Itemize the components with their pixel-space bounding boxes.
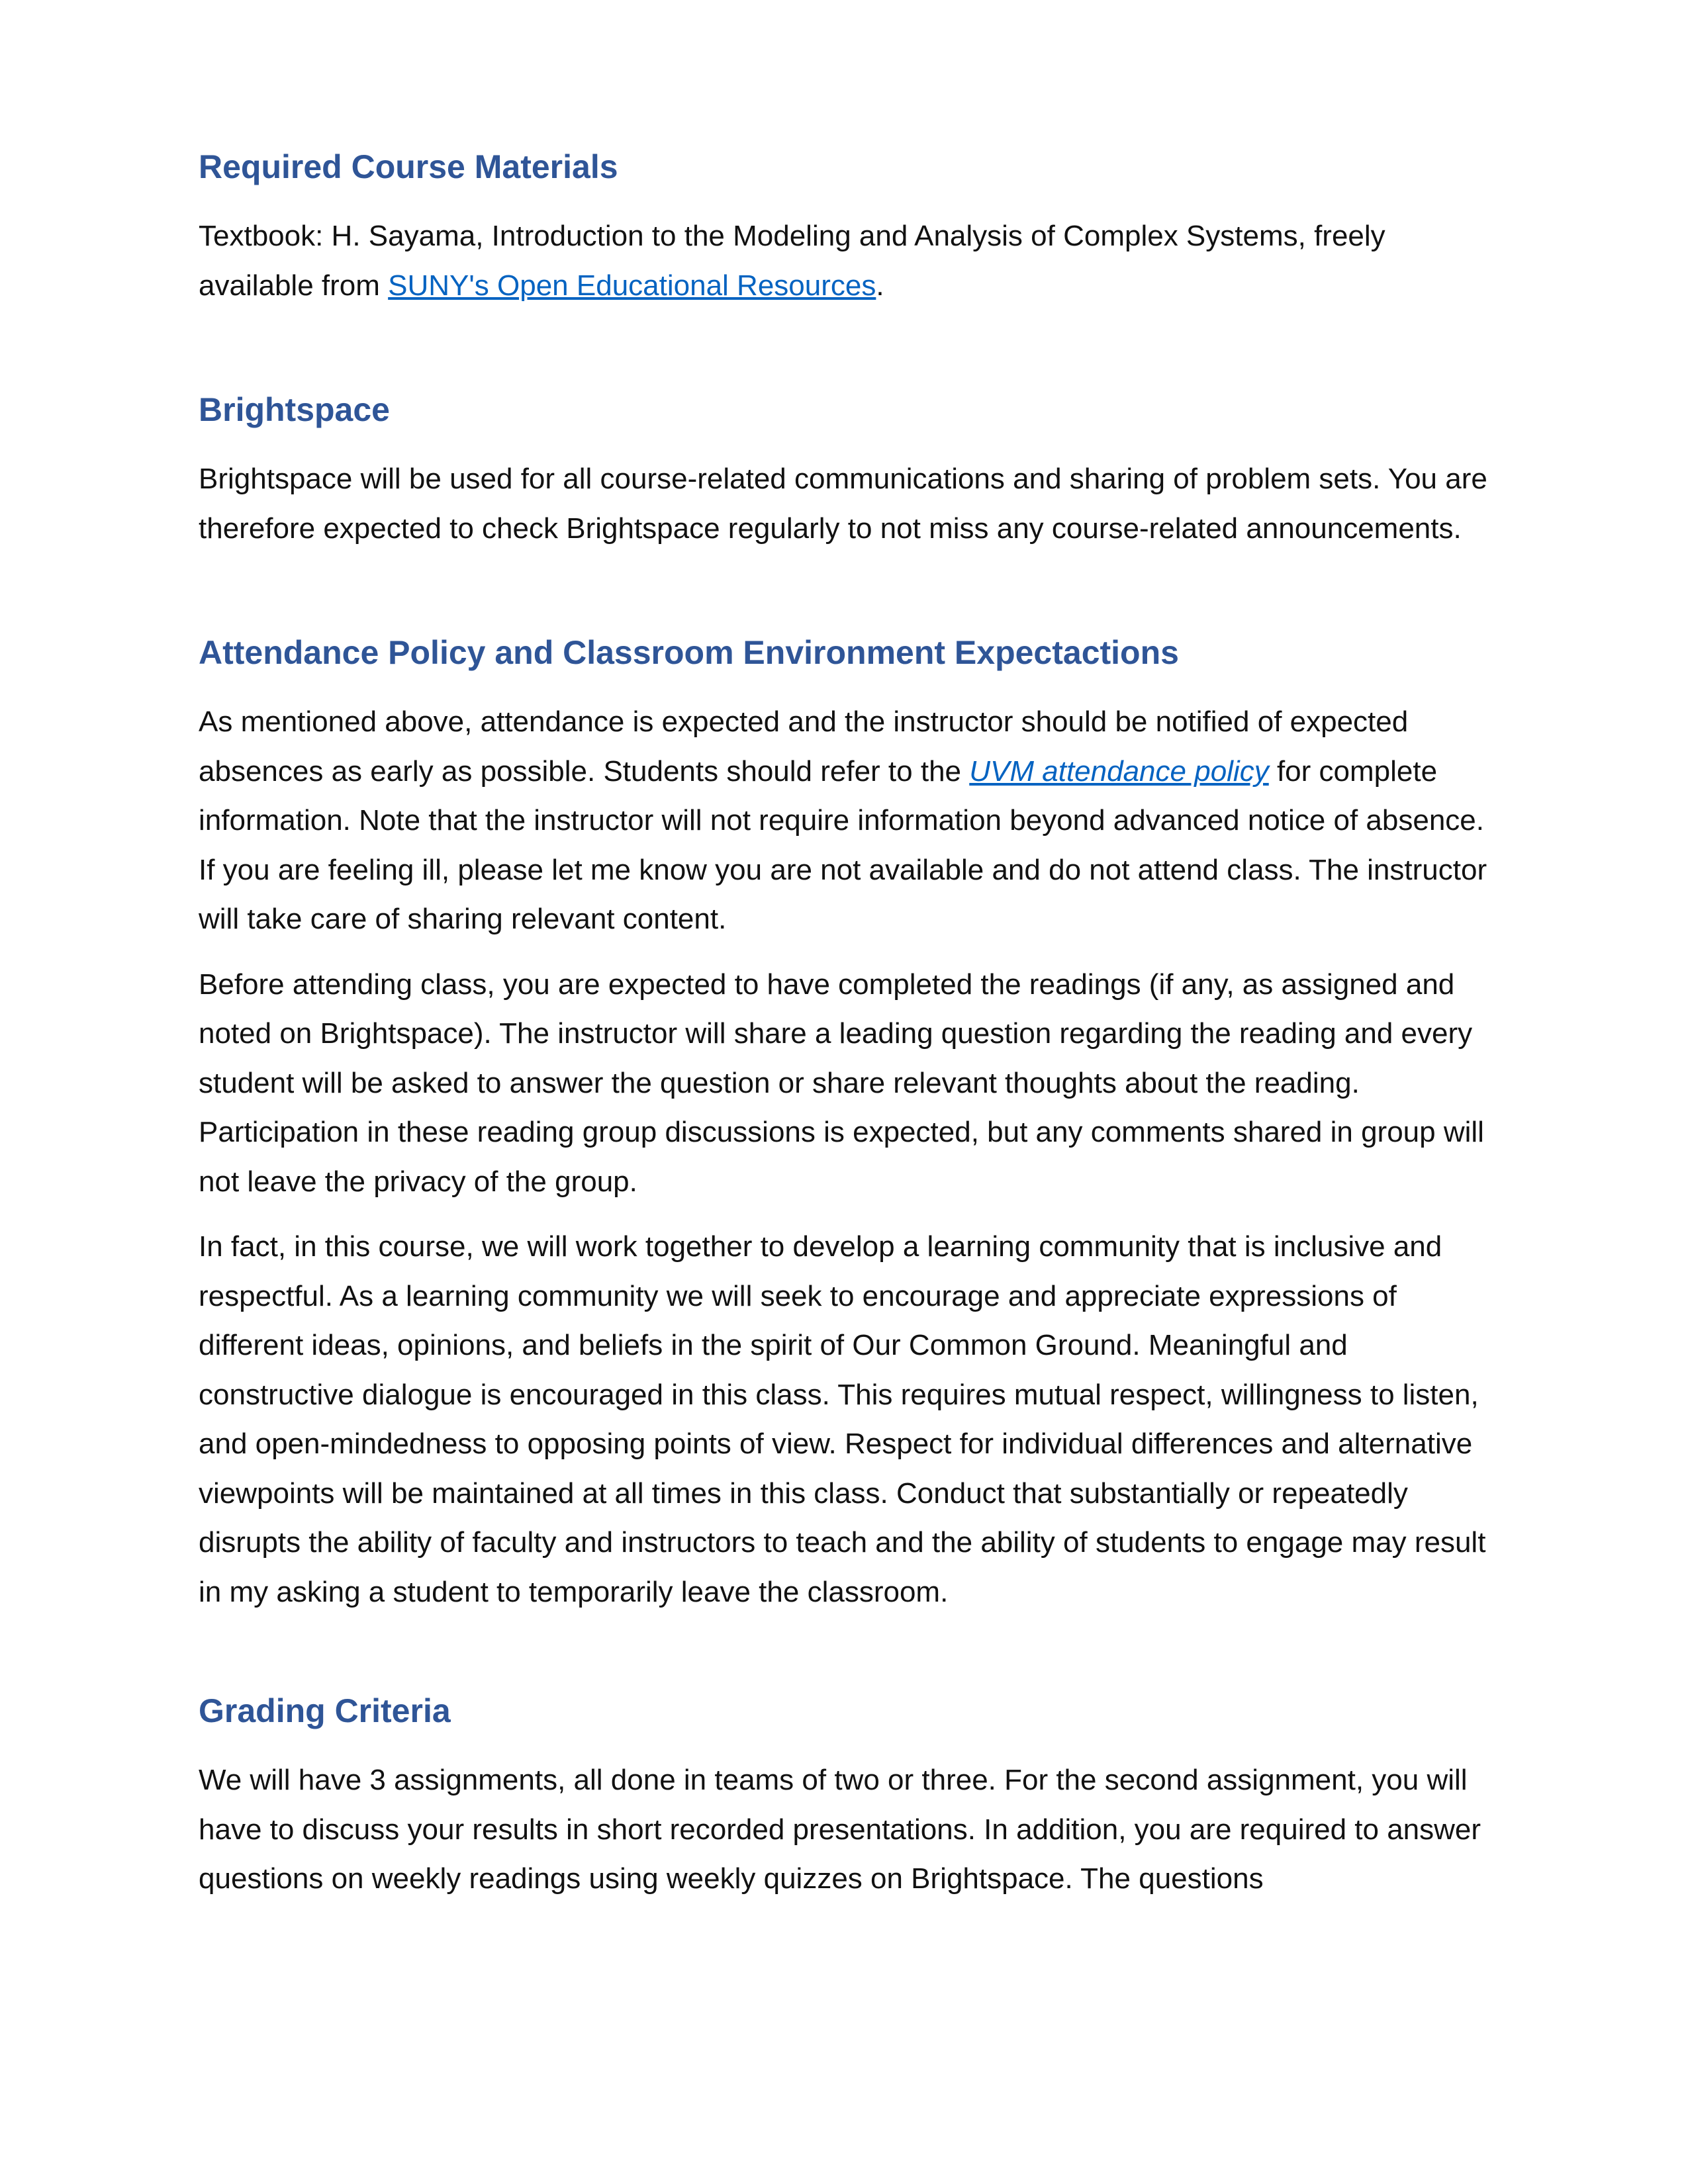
heading-required-materials: Required Course Materials xyxy=(199,148,618,185)
section-attendance xyxy=(199,631,1496,1617)
heading-grading: Grading Criteria xyxy=(199,1692,451,1729)
attendance-paragraph-1 xyxy=(199,698,1496,944)
attendance-paragraph-3: In fact, in this course, we will work together to develop a learning community that is inclusive and respectful. As a learning community we will seek to encourage and appreciate expressions of different ideas, opinions, and beliefs in the spirit of Our Common Ground. Meaningful and constructive dialogue is encouraged in this class. This requires mutual respect, willingness to listen, and open-mindedness to opposing points of view. Respect for individual differences and alternative viewpoints will be maintained at all times in this class. Conduct that substantially or repeatedly disrupts the ability of faculty and instructors to teach and the ability of students to engage may result in my asking a student to temporarily leave the classroom. xyxy=(199,1230,1486,1608)
attendance-paragraph-2: Before attending class, you are expected to have completed the readings (if any, as assigned and noted on Brightspace). The instructor will share a leading question regarding the reading and every student will be asked to answer the question or share relevant thoughts about the reading. Participation in these reading group discussions is expected, but any comments shared in group will not leave the privacy of the group. xyxy=(199,968,1484,1198)
suny-oer-link[interactable]: SUNY's Open Educational Resources xyxy=(388,269,876,302)
brightspace-paragraph: Brightspace will be used for all course-related communications and sharing of problem sets. You are therefore expected to check Brightspace regularly to not miss any course-related announcements. xyxy=(199,463,1487,545)
attendance-text-cont: for complete information. Note that the instructor will not require information beyond advanced notice of absence. If you are feeling ill, please let me know you are not available and do not attend class. The instructor will take care of sharing relevant content. xyxy=(199,754,1487,935)
document-page xyxy=(199,146,1496,1920)
materials-text: Textbook: H. Sayama, Introduction to the Modeling and Analysis of Complex Systems, freely available from xyxy=(199,220,1385,302)
heading-brightspace: Brightspace xyxy=(199,391,390,428)
materials-paragraph xyxy=(199,212,1496,310)
materials-text-end: . xyxy=(876,269,884,302)
section-required-materials xyxy=(199,146,1496,310)
attendance-text: As mentioned above, attendance is expected and the instructor should be notified of expected absences as early as possible. Students should refer to the xyxy=(199,705,1409,788)
section-grading xyxy=(199,1690,1496,1904)
uvm-attendance-policy-link[interactable]: UVM attendance policy xyxy=(969,754,1269,788)
heading-attendance: Attendance Policy and Classroom Environment Expectactions xyxy=(199,634,1179,671)
section-brightspace xyxy=(199,388,1496,553)
grading-paragraph: We will have 3 assignments, all done in teams of two or three. For the second assignment, you will have to discuss your results in short recorded presentations. In addition, you are required to answer questions on weekly readings using weekly quizzes on Brightspace. The questions xyxy=(199,1764,1481,1895)
